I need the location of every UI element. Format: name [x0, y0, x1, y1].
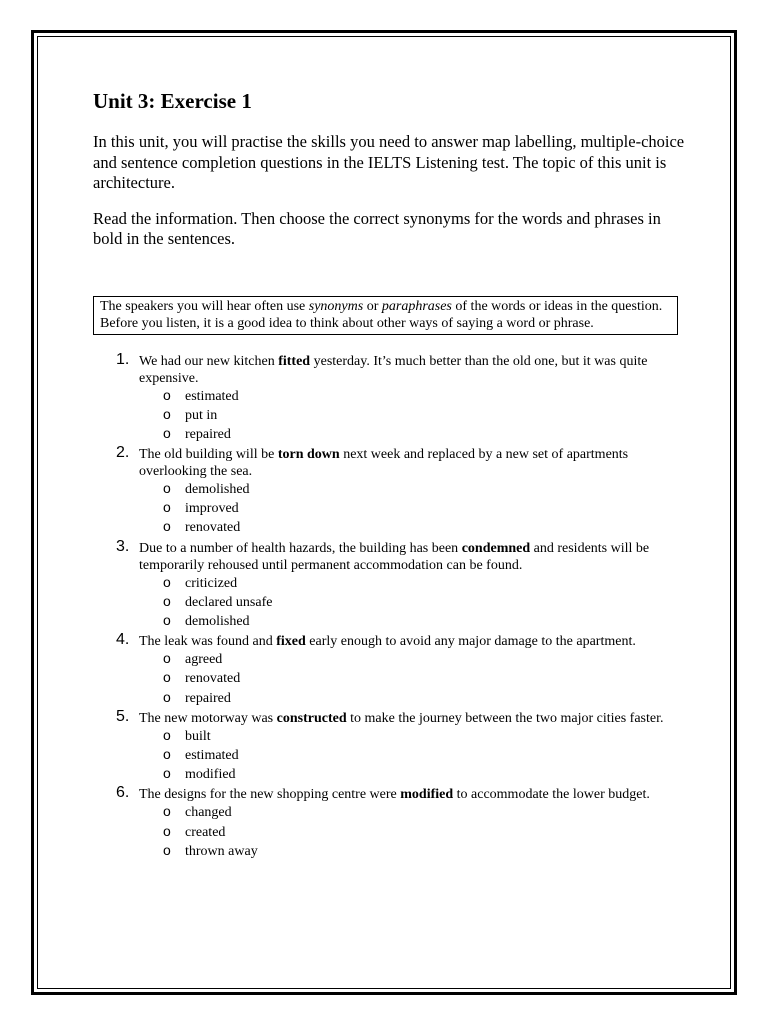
- option-label: improved: [185, 501, 239, 517]
- option-bullet-icon: o: [163, 518, 171, 535]
- option-item[interactable]: [139, 669, 687, 688]
- option-item[interactable]: [139, 406, 687, 425]
- option-bullet-icon: o: [163, 480, 171, 497]
- tip-text-part3: of the words or ideas in the question. Before you listen, it is a good idea to think about other ways of saying a word or phrase.: [100, 298, 663, 331]
- option-label: criticized: [185, 575, 238, 591]
- question-item: [93, 707, 687, 785]
- option-item[interactable]: [139, 387, 687, 406]
- question-number: 2.: [116, 444, 130, 462]
- question-number: 4.: [116, 631, 130, 649]
- option-list: [139, 727, 687, 785]
- question-number: 5.: [116, 707, 130, 725]
- question-item: [93, 446, 687, 538]
- tip-text-part1: The speakers you will hear often use: [100, 298, 309, 314]
- question-text-before: The old building will be: [139, 447, 278, 463]
- question-text-before: The new motorway was: [139, 710, 277, 726]
- option-label: put in: [185, 407, 218, 423]
- option-bullet-icon: o: [163, 822, 171, 839]
- option-bullet-icon: o: [163, 745, 171, 762]
- worksheet-content: [93, 88, 693, 863]
- option-item[interactable]: [139, 803, 687, 822]
- option-item[interactable]: [139, 650, 687, 669]
- option-bullet-icon: o: [163, 765, 171, 782]
- option-item[interactable]: [139, 727, 687, 746]
- option-list: [139, 803, 687, 861]
- option-bullet-icon: o: [163, 669, 171, 686]
- option-label: created: [185, 824, 226, 840]
- question-text-before: The designs for the new shopping centre were: [139, 787, 401, 803]
- option-item[interactable]: [139, 425, 687, 444]
- option-label: modified: [185, 767, 236, 783]
- option-label: agreed: [185, 652, 223, 668]
- intro-paragraph-2: Read the information. Then choose the correct synonyms for the words and phrases in bold in the sentences.: [93, 208, 661, 248]
- option-label: demolished: [185, 614, 250, 629]
- option-label: renovated: [185, 671, 241, 687]
- question-number: 1.: [116, 350, 130, 368]
- question-text: [139, 541, 649, 573]
- option-bullet-icon: o: [163, 573, 171, 590]
- option-label: estimated: [185, 388, 239, 404]
- option-item[interactable]: [139, 612, 687, 631]
- option-item[interactable]: [139, 518, 687, 537]
- question-text-after: to accommodate the lower budget.: [453, 787, 650, 803]
- option-bullet-icon: o: [163, 650, 171, 667]
- page-title: Unit 3: Exercise 1: [93, 89, 252, 113]
- tip-box: [93, 296, 678, 335]
- option-item[interactable]: [139, 689, 687, 708]
- option-item[interactable]: [139, 574, 687, 593]
- tip-paraphrases: paraphrases: [381, 298, 452, 314]
- option-item[interactable]: [139, 823, 687, 842]
- option-bullet-icon: o: [163, 612, 171, 628]
- tip-text-part2: or: [363, 298, 382, 314]
- option-label: estimated: [185, 747, 239, 763]
- option-bullet-icon: o: [163, 841, 171, 858]
- question-text-after: yesterday. It’s much better than the old one, but it was quite expensive.: [139, 353, 648, 386]
- option-item[interactable]: [139, 746, 687, 765]
- option-bullet-icon: o: [163, 592, 171, 609]
- question-item: [93, 633, 687, 708]
- question-text: [139, 711, 663, 726]
- question-bold-phrase: condemned: [461, 540, 531, 556]
- option-bullet-icon: o: [163, 726, 171, 743]
- option-bullet-icon: o: [163, 688, 171, 705]
- question-text: [139, 787, 650, 802]
- question-text: [139, 447, 628, 479]
- question-bold-phrase: fixed: [276, 634, 306, 650]
- option-list: [139, 480, 687, 538]
- question-list: [93, 350, 693, 861]
- option-bullet-icon: o: [163, 405, 171, 422]
- option-bullet-icon: o: [163, 424, 171, 441]
- question-text-after: to make the journey between the two major cities faster.: [346, 710, 664, 726]
- option-label: renovated: [185, 520, 241, 536]
- question-bold-phrase: fitted: [278, 353, 311, 369]
- option-label: repaired: [185, 426, 231, 442]
- tip-synonyms: synonyms: [308, 298, 364, 314]
- question-number: 6.: [116, 784, 130, 802]
- option-item[interactable]: [139, 480, 687, 499]
- option-item[interactable]: [139, 499, 687, 518]
- option-label: demolished: [185, 482, 250, 498]
- question-text: [139, 354, 647, 386]
- question-bold-phrase: torn down: [277, 447, 340, 463]
- question-text-after: next week and replaced by a new set of apartments overlooking the sea.: [139, 447, 629, 480]
- option-list: [139, 387, 687, 445]
- question-text-before: The leak was found and: [139, 634, 277, 650]
- question-text-before: We had our new kitchen: [139, 353, 279, 369]
- option-bullet-icon: o: [163, 803, 171, 820]
- question-text-after: and residents will be temporarily rehoused until permanent accommodation can be found.: [139, 540, 650, 573]
- option-label: thrown away: [185, 843, 258, 859]
- intro-paragraph-1: In this unit, you will practise the skills you need to answer map labelling, multiple-choice and sentence completion questions in the IELTS Listening test. The topic of this unit is architecture.: [93, 132, 685, 192]
- option-bullet-icon: o: [163, 386, 171, 403]
- option-list: [139, 574, 687, 632]
- question-bold-phrase: modified: [400, 787, 454, 803]
- option-label: changed: [185, 805, 232, 821]
- option-item[interactable]: [139, 765, 687, 784]
- option-list: [139, 650, 687, 708]
- question-text-before: Due to a number of health hazards, the building has been: [139, 540, 462, 556]
- option-label: built: [185, 728, 211, 744]
- question-bold-phrase: constructed: [276, 710, 347, 726]
- option-label: declared unsafe: [185, 594, 273, 610]
- question-text: [139, 634, 636, 649]
- question-text-after: early enough to avoid any major damage to the apartment.: [305, 634, 636, 650]
- option-item[interactable]: [139, 593, 687, 612]
- option-label: repaired: [185, 690, 231, 706]
- option-item[interactable]: [139, 842, 687, 861]
- question-item: [93, 350, 687, 445]
- option-bullet-icon: o: [163, 499, 171, 516]
- question-item: [93, 537, 687, 632]
- question-number: 3.: [116, 537, 130, 555]
- question-item: [93, 786, 687, 861]
